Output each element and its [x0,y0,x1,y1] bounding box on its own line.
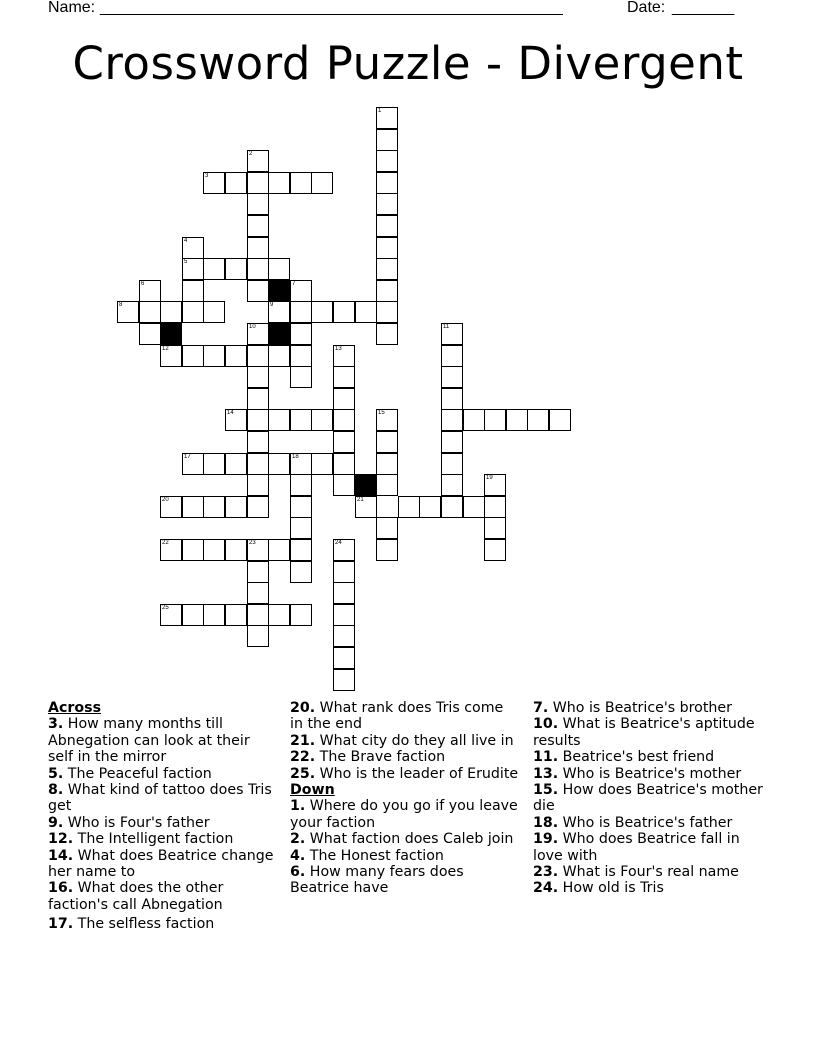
grid-cell[interactable] [506,409,528,431]
grid-cell[interactable] [268,453,290,475]
grid-cell[interactable] [182,539,204,561]
grid-cell[interactable] [311,172,333,194]
grid-cell[interactable] [355,496,377,518]
grid-cell[interactable] [333,431,355,453]
grid-cell[interactable] [247,539,269,561]
grid-cell[interactable] [441,366,463,388]
grid-cell[interactable] [225,453,247,475]
grid-cell[interactable] [247,323,269,345]
grid-cell[interactable] [441,345,463,367]
clue-column-3 [533,700,763,897]
grid-cell[interactable] [376,193,398,215]
date-label: Date: [627,0,666,16]
clue-number: 2 [249,151,253,157]
grid-cell[interactable] [182,258,204,280]
grid-cell[interactable] [247,150,269,172]
down-clue: 13. Who is Beatrice's mother [533,765,742,782]
grid-cell[interactable] [441,323,463,345]
clue-number: 13 [335,346,342,352]
grid-cell[interactable] [182,345,204,367]
across-clue: 5. The Peaceful faction [48,765,212,782]
grid-cell[interactable] [376,280,398,302]
grid-cell[interactable] [290,496,312,518]
grid-cell[interactable] [398,496,420,518]
clue-number: 24 [335,540,342,546]
grid-cell[interactable] [376,301,398,323]
clue-number: 9 [270,302,274,308]
grid-cell[interactable] [376,517,398,539]
clue-column-2 [290,700,520,897]
grid-cell[interactable] [441,431,463,453]
clue-number: 15 [378,410,385,416]
grid-cell[interactable] [333,366,355,388]
grid-cell[interactable] [268,539,290,561]
clue-number: 6 [141,281,145,287]
grid-cell[interactable] [333,647,355,669]
grid-cell[interactable] [333,345,355,367]
clue-number: 17 [184,454,191,460]
grid-cell[interactable] [225,496,247,518]
grid-cell[interactable] [333,539,355,561]
grid-cell[interactable] [290,474,312,496]
clue-number: 7 [292,281,296,287]
grid-cell[interactable] [247,366,269,388]
grid-cell[interactable] [247,496,269,518]
grid-cell[interactable] [268,172,290,194]
across-clue: 9. Who is Four's father [48,814,210,831]
grid-cell[interactable] [203,496,225,518]
down-clue: 2. What faction does Caleb join [290,831,514,848]
grid-cell[interactable] [247,215,269,237]
grid-cell[interactable] [247,431,269,453]
grid-cell[interactable] [484,539,506,561]
grid-cell[interactable] [268,258,290,280]
grid-cell[interactable] [441,409,463,431]
down-clue: 7. Who is Beatrice's brother [533,700,732,716]
grid-cell[interactable] [247,345,269,367]
grid-cell[interactable] [160,604,182,626]
grid-cell[interactable] [290,561,312,583]
grid-cell[interactable] [182,453,204,475]
clue-number: 11 [443,324,450,330]
grid-cell[interactable] [376,129,398,151]
across-clue: 22. The Brave faction [290,749,446,766]
clue-number: 12 [162,346,169,352]
grid-cell[interactable] [225,345,247,367]
grid-cell[interactable] [225,258,247,280]
down-clue: 15. How does Beatrice's mother die [533,782,763,815]
grid-cell[interactable] [376,409,398,431]
grid-cell[interactable] [376,258,398,280]
grid-cell[interactable] [225,604,247,626]
down-clue: 10. What is Beatrice's aptitude results [533,716,755,749]
grid-cell[interactable] [376,474,398,496]
grid-cell[interactable] [160,345,182,367]
grid-cell[interactable] [182,237,204,259]
grid-cell[interactable] [290,604,312,626]
page-title: Crossword Puzzle - Divergent [72,37,744,90]
grid-cell[interactable] [290,539,312,561]
across-clue: 12. The Intelligent faction [48,831,234,848]
grid-cell[interactable] [203,345,225,367]
grid-cell[interactable] [376,539,398,561]
grid-cell[interactable] [139,323,161,345]
grid-cell[interactable] [268,409,290,431]
grid-cell[interactable] [484,496,506,518]
grid-cell[interactable] [290,345,312,367]
clue-number: 19 [486,475,493,481]
grid-cell[interactable] [247,409,269,431]
down-clue: 4. The Honest faction [290,847,444,864]
grid-cell[interactable] [441,474,463,496]
grid-cell[interactable] [290,172,312,194]
grid-cell[interactable] [463,409,485,431]
grid-cell[interactable] [225,539,247,561]
across-clue: 25. Who is the leader of Erudite [290,765,519,782]
grid-cell[interactable] [139,301,161,323]
grid-cell[interactable] [290,453,312,475]
clue-column-1 [48,700,278,933]
grid-cell[interactable] [441,388,463,410]
grid-cell[interactable] [247,388,269,410]
grid-cell[interactable] [268,604,290,626]
grid-cell[interactable] [247,625,269,647]
grid-cell[interactable] [333,474,355,496]
grid-cell[interactable] [376,453,398,475]
clue-number: 22 [162,540,169,546]
grid-cell[interactable] [247,561,269,583]
grid-cell[interactable] [268,301,290,323]
grid-cell[interactable] [333,453,355,475]
grid-cell[interactable] [376,215,398,237]
grid-cell[interactable] [333,604,355,626]
grid-cell[interactable] [376,431,398,453]
grid-cell[interactable] [203,301,225,323]
grid-cell[interactable] [290,409,312,431]
grid-cell[interactable] [225,172,247,194]
grid-cell[interactable] [247,237,269,259]
clue-number: 23 [249,540,256,546]
grid-cell[interactable] [376,150,398,172]
black-square [268,280,290,302]
grid-cell[interactable] [333,625,355,647]
down-clue: 23. What is Four's real name [533,864,739,881]
grid-cell[interactable] [527,409,549,431]
grid-cell[interactable] [463,496,485,518]
grid-cell[interactable] [117,301,139,323]
grid-cell[interactable] [247,258,269,280]
grid-cell[interactable] [376,323,398,345]
down-clue: 19. Who does Beatrice fall in love with [533,831,740,864]
black-square [160,323,182,345]
grid-cell[interactable] [160,539,182,561]
grid-cell[interactable] [182,280,204,302]
across-clue: 3. How many months till Abnegation can look at their self in the mirror [48,716,250,766]
black-square [355,474,377,496]
grid-cell[interactable] [203,258,225,280]
grid-cell[interactable] [290,517,312,539]
across-clue: 17. The selfless faction [48,916,215,933]
grid-cell[interactable] [333,669,355,691]
grid-cell[interactable] [160,301,182,323]
grid-cell[interactable] [290,323,312,345]
grid-cell[interactable] [247,193,269,215]
grid-cell[interactable] [333,582,355,604]
grid-cell[interactable] [203,604,225,626]
grid-cell[interactable] [355,301,377,323]
grid-cell[interactable] [203,453,225,475]
grid-cell[interactable] [182,496,204,518]
name-field-line[interactable]: ____________________________________________________ [100,0,563,16]
across-clue: 21. What city do they all live in [290,732,514,749]
name-label: Name: [48,0,96,16]
grid-cell[interactable] [225,409,247,431]
grid-cell[interactable] [311,453,333,475]
grid-cell[interactable] [333,388,355,410]
grid-cell[interactable] [182,301,204,323]
grid-cell[interactable] [247,474,269,496]
grid-cell[interactable] [247,172,269,194]
grid-cell[interactable] [376,172,398,194]
grid-cell[interactable] [247,604,269,626]
down-clue: 11. Beatrice's best friend [533,749,715,766]
grid-cell[interactable] [139,280,161,302]
grid-cell[interactable] [247,582,269,604]
down-clue: 18. Who is Beatrice's father [533,814,733,831]
grid-cell[interactable] [484,474,506,496]
grid-cell[interactable] [290,301,312,323]
across-clue: 14. What does Beatrice change her name to [48,847,274,881]
grid-cell[interactable] [376,107,398,129]
grid-cell[interactable] [549,409,571,431]
clue-number: 4 [184,238,188,244]
clue-number: 5 [184,259,188,265]
grid-cell[interactable] [419,496,441,518]
grid-cell[interactable] [290,280,312,302]
grid-cell[interactable] [247,453,269,475]
across-clue: 20. What rank does Tris come in the end [290,700,504,733]
grid-cell[interactable] [333,561,355,583]
black-square [268,323,290,345]
down-clue: 6. How many fears does Beatrice have [290,864,464,897]
clue-number: 1 [378,108,382,114]
grid-cell[interactable] [247,280,269,302]
grid-cell[interactable] [290,366,312,388]
clue-number: 21 [357,497,364,503]
grid-cell[interactable] [484,517,506,539]
grid-cell[interactable] [441,496,463,518]
clue-number: 25 [162,605,169,611]
across-heading: Across [48,700,102,716]
across-clue: 16. What does the other faction's call Abnegation [48,880,224,913]
grid-cell[interactable] [182,604,204,626]
clue-number: 20 [162,497,169,503]
grid-cell[interactable] [333,409,355,431]
clue-number: 10 [249,324,256,330]
grid-cell[interactable] [160,496,182,518]
grid-cell[interactable] [484,409,506,431]
grid-cell[interactable] [311,301,333,323]
clue-number: 8 [119,302,123,308]
date-field-line[interactable]: _______ [672,0,735,16]
grid-cell[interactable] [333,301,355,323]
clue-number: 3 [205,173,209,179]
down-clue: 1. Where do you go if you leave your faction [290,798,518,831]
grid-cell[interactable] [311,409,333,431]
down-clue: 24. How old is Tris [533,880,664,897]
grid-cell[interactable] [203,539,225,561]
across-clue: 8. What kind of tattoo does Tris get [48,782,272,815]
down-heading: Down [290,782,335,799]
grid-cell[interactable] [268,345,290,367]
clue-number: 18 [292,454,299,460]
grid-cell[interactable] [441,453,463,475]
grid-cell[interactable] [203,172,225,194]
grid-cell[interactable] [376,237,398,259]
clue-number: 14 [227,410,234,416]
